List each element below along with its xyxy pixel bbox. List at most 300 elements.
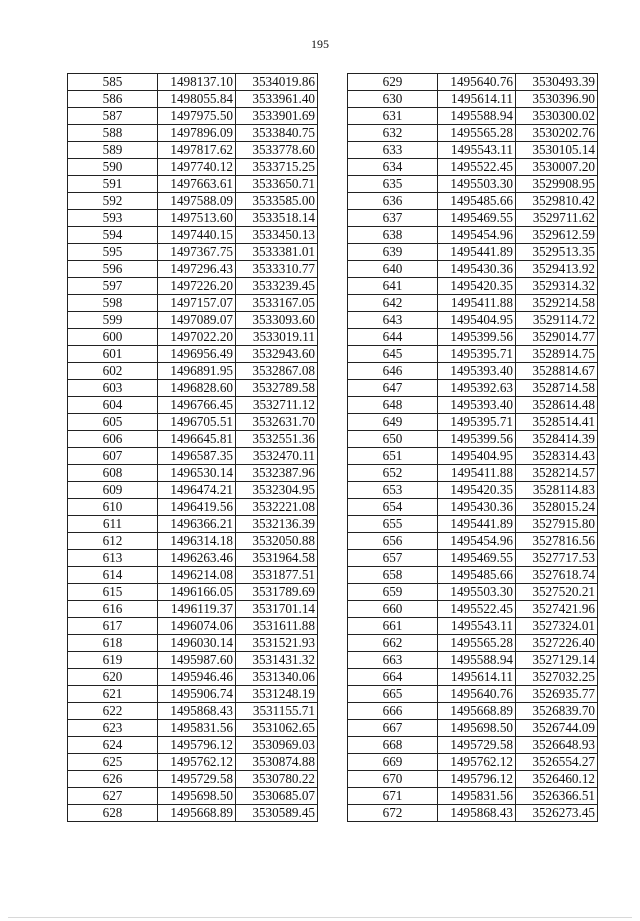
- y-coordinate-cell: 3526366.51: [516, 788, 598, 805]
- point-number-cell: 604: [68, 397, 158, 414]
- y-coordinate-cell: 3528114.83: [516, 482, 598, 499]
- y-coordinate-cell: 3531789.69: [236, 584, 318, 601]
- y-coordinate-cell: 3532711.12: [236, 397, 318, 414]
- y-coordinate-cell: 3530780.22: [236, 771, 318, 788]
- y-coordinate-cell: 3526839.70: [516, 703, 598, 720]
- point-number-cell: 616: [68, 601, 158, 618]
- point-number-cell: 588: [68, 125, 158, 142]
- table-row: [68, 788, 318, 805]
- x-coordinate-cell: 1496530.14: [158, 465, 236, 482]
- y-coordinate-cell: 3533715.25: [236, 159, 318, 176]
- y-coordinate-cell: 3528314.43: [516, 448, 598, 465]
- point-number-cell: 656: [348, 533, 438, 550]
- y-coordinate-cell: 3533961.40: [236, 91, 318, 108]
- point-number-cell: 607: [68, 448, 158, 465]
- x-coordinate-cell: 1495729.58: [438, 737, 516, 754]
- table-row: [348, 635, 598, 652]
- table-row: [68, 652, 318, 669]
- table-row: [68, 244, 318, 261]
- x-coordinate-cell: 1495588.94: [438, 108, 516, 125]
- y-coordinate-cell: 3533450.13: [236, 227, 318, 244]
- x-coordinate-cell: 1495420.35: [438, 482, 516, 499]
- point-number-cell: 624: [68, 737, 158, 754]
- x-coordinate-cell: 1497663.61: [158, 176, 236, 193]
- x-coordinate-cell: 1495420.35: [438, 278, 516, 295]
- point-number-cell: 650: [348, 431, 438, 448]
- y-coordinate-cell: 3533585.00: [236, 193, 318, 210]
- y-coordinate-cell: 3529114.72: [516, 312, 598, 329]
- table-row: [68, 74, 318, 91]
- x-coordinate-cell: 1495430.36: [438, 499, 516, 516]
- x-coordinate-cell: 1496645.81: [158, 431, 236, 448]
- x-coordinate-cell: 1495565.28: [438, 125, 516, 142]
- table-row: [348, 805, 598, 822]
- table-row: [348, 516, 598, 533]
- y-coordinate-cell: 3529908.95: [516, 176, 598, 193]
- table-row: [68, 567, 318, 584]
- y-coordinate-cell: 3534019.86: [236, 74, 318, 91]
- x-coordinate-cell: 1495441.89: [438, 516, 516, 533]
- table-row: [68, 448, 318, 465]
- point-number-cell: 644: [348, 329, 438, 346]
- y-coordinate-cell: 3530300.02: [516, 108, 598, 125]
- point-number-cell: 623: [68, 720, 158, 737]
- point-number-cell: 599: [68, 312, 158, 329]
- table-row: [348, 788, 598, 805]
- table-row: [348, 737, 598, 754]
- y-coordinate-cell: 3529014.77: [516, 329, 598, 346]
- x-coordinate-cell: 1496956.49: [158, 346, 236, 363]
- y-coordinate-cell: 3527032.25: [516, 669, 598, 686]
- y-coordinate-cell: 3526744.09: [516, 720, 598, 737]
- point-number-cell: 661: [348, 618, 438, 635]
- table-row: [68, 499, 318, 516]
- y-coordinate-cell: 3530007.20: [516, 159, 598, 176]
- x-coordinate-cell: 1496263.46: [158, 550, 236, 567]
- y-coordinate-cell: 3531701.14: [236, 601, 318, 618]
- table-row: [68, 686, 318, 703]
- x-coordinate-cell: 1495762.12: [438, 754, 516, 771]
- table-row: [348, 448, 598, 465]
- x-coordinate-cell: 1496214.08: [158, 567, 236, 584]
- table-row: [348, 278, 598, 295]
- y-coordinate-cell: 3527816.56: [516, 533, 598, 550]
- table-row: [68, 108, 318, 125]
- y-coordinate-cell: 3528814.67: [516, 363, 598, 380]
- point-number-cell: 593: [68, 210, 158, 227]
- y-coordinate-cell: 3531431.32: [236, 652, 318, 669]
- x-coordinate-cell: 1497975.50: [158, 108, 236, 125]
- x-coordinate-cell: 1496828.60: [158, 380, 236, 397]
- table-row: [348, 346, 598, 363]
- point-number-cell: 628: [68, 805, 158, 822]
- table-row: [68, 295, 318, 312]
- y-coordinate-cell: 3530396.90: [516, 91, 598, 108]
- x-coordinate-cell: 1497296.43: [158, 261, 236, 278]
- point-number-cell: 613: [68, 550, 158, 567]
- point-number-cell: 665: [348, 686, 438, 703]
- point-number-cell: 605: [68, 414, 158, 431]
- y-coordinate-cell: 3533518.14: [236, 210, 318, 227]
- table-row: [348, 295, 598, 312]
- x-coordinate-cell: 1495522.45: [438, 159, 516, 176]
- table-row: [68, 125, 318, 142]
- y-coordinate-cell: 3527226.40: [516, 635, 598, 652]
- table-row: [348, 601, 598, 618]
- x-coordinate-cell: 1496474.21: [158, 482, 236, 499]
- point-number-cell: 586: [68, 91, 158, 108]
- point-number-cell: 618: [68, 635, 158, 652]
- table-row: [68, 312, 318, 329]
- table-row: [348, 210, 598, 227]
- y-coordinate-cell: 3532304.95: [236, 482, 318, 499]
- table-row: [68, 805, 318, 822]
- y-coordinate-cell: 3532470.11: [236, 448, 318, 465]
- table-row: [68, 465, 318, 482]
- point-number-cell: 615: [68, 584, 158, 601]
- point-number-cell: 647: [348, 380, 438, 397]
- x-coordinate-cell: 1495614.11: [438, 669, 516, 686]
- point-number-cell: 596: [68, 261, 158, 278]
- x-coordinate-cell: 1495404.95: [438, 312, 516, 329]
- table-row: [348, 567, 598, 584]
- x-coordinate-cell: 1495430.36: [438, 261, 516, 278]
- point-number-cell: 638: [348, 227, 438, 244]
- y-coordinate-cell: 3531521.93: [236, 635, 318, 652]
- table-row: [348, 329, 598, 346]
- x-coordinate-cell: 1496891.95: [158, 363, 236, 380]
- x-coordinate-cell: 1495796.12: [438, 771, 516, 788]
- x-coordinate-cell: 1497022.20: [158, 329, 236, 346]
- y-coordinate-cell: 3530493.39: [516, 74, 598, 91]
- point-number-cell: 585: [68, 74, 158, 91]
- y-coordinate-cell: 3527421.96: [516, 601, 598, 618]
- x-coordinate-cell: 1495404.95: [438, 448, 516, 465]
- x-coordinate-cell: 1495503.30: [438, 176, 516, 193]
- x-coordinate-cell: 1495454.96: [438, 533, 516, 550]
- point-number-cell: 653: [348, 482, 438, 499]
- point-number-cell: 595: [68, 244, 158, 261]
- x-coordinate-cell: 1497089.07: [158, 312, 236, 329]
- y-coordinate-cell: 3526273.45: [516, 805, 598, 822]
- point-number-cell: 663: [348, 652, 438, 669]
- y-coordinate-cell: 3530874.88: [236, 754, 318, 771]
- table-row: [68, 261, 318, 278]
- table-row: [68, 346, 318, 363]
- table-row: [348, 176, 598, 193]
- x-coordinate-cell: 1495411.88: [438, 295, 516, 312]
- x-coordinate-cell: 1495565.28: [438, 635, 516, 652]
- point-number-cell: 672: [348, 805, 438, 822]
- x-coordinate-cell: 1495393.40: [438, 397, 516, 414]
- table-row: [348, 159, 598, 176]
- y-coordinate-cell: 3527717.53: [516, 550, 598, 567]
- y-coordinate-cell: 3527915.80: [516, 516, 598, 533]
- y-coordinate-cell: 3530589.45: [236, 805, 318, 822]
- x-coordinate-cell: 1495640.76: [438, 74, 516, 91]
- y-coordinate-cell: 3526460.12: [516, 771, 598, 788]
- x-coordinate-cell: 1495441.89: [438, 244, 516, 261]
- x-coordinate-cell: 1495762.12: [158, 754, 236, 771]
- table-row: [68, 363, 318, 380]
- table-row: [348, 193, 598, 210]
- y-coordinate-cell: 3531340.06: [236, 669, 318, 686]
- point-number-cell: 610: [68, 499, 158, 516]
- x-coordinate-cell: 1495393.40: [438, 363, 516, 380]
- point-number-cell: 658: [348, 567, 438, 584]
- point-number-cell: 622: [68, 703, 158, 720]
- coordinates-table-left-body: [68, 74, 318, 822]
- y-coordinate-cell: 3531062.65: [236, 720, 318, 737]
- y-coordinate-cell: 3530685.07: [236, 788, 318, 805]
- table-row: [348, 618, 598, 635]
- point-number-cell: 589: [68, 142, 158, 159]
- x-coordinate-cell: 1495640.76: [438, 686, 516, 703]
- x-coordinate-cell: 1495485.66: [438, 567, 516, 584]
- page-number: 195: [311, 37, 329, 51]
- x-coordinate-cell: 1495614.11: [438, 91, 516, 108]
- x-coordinate-cell: 1495543.11: [438, 618, 516, 635]
- y-coordinate-cell: 3533778.60: [236, 142, 318, 159]
- y-coordinate-cell: 3533901.69: [236, 108, 318, 125]
- table-row: [348, 74, 598, 91]
- x-coordinate-cell: 1495796.12: [158, 737, 236, 754]
- y-coordinate-cell: 3527618.74: [516, 567, 598, 584]
- y-coordinate-cell: 3526554.27: [516, 754, 598, 771]
- x-coordinate-cell: 1496705.51: [158, 414, 236, 431]
- point-number-cell: 660: [348, 601, 438, 618]
- y-coordinate-cell: 3527324.01: [516, 618, 598, 635]
- table-row: [348, 686, 598, 703]
- x-coordinate-cell: 1495454.96: [438, 227, 516, 244]
- x-coordinate-cell: 1496587.35: [158, 448, 236, 465]
- y-coordinate-cell: 3530969.03: [236, 737, 318, 754]
- x-coordinate-cell: 1495698.50: [438, 720, 516, 737]
- y-coordinate-cell: 3532387.96: [236, 465, 318, 482]
- table-row: [348, 720, 598, 737]
- x-coordinate-cell: 1495588.94: [438, 652, 516, 669]
- point-number-cell: 598: [68, 295, 158, 312]
- x-coordinate-cell: 1495906.74: [158, 686, 236, 703]
- y-coordinate-cell: 3532789.58: [236, 380, 318, 397]
- y-coordinate-cell: 3532943.60: [236, 346, 318, 363]
- table-row: [348, 465, 598, 482]
- table-row: [68, 414, 318, 431]
- x-coordinate-cell: 1495399.56: [438, 431, 516, 448]
- table-row: [68, 482, 318, 499]
- x-coordinate-cell: 1495987.60: [158, 652, 236, 669]
- table-row: [68, 737, 318, 754]
- x-coordinate-cell: 1496419.56: [158, 499, 236, 516]
- table-row: [68, 91, 318, 108]
- table-row: [68, 227, 318, 244]
- table-row: [348, 108, 598, 125]
- x-coordinate-cell: 1496166.05: [158, 584, 236, 601]
- x-coordinate-cell: 1495469.55: [438, 550, 516, 567]
- y-coordinate-cell: 3533239.45: [236, 278, 318, 295]
- point-number-cell: 597: [68, 278, 158, 295]
- x-coordinate-cell: 1495831.56: [158, 720, 236, 737]
- x-coordinate-cell: 1495668.89: [158, 805, 236, 822]
- point-number-cell: 648: [348, 397, 438, 414]
- point-number-cell: 619: [68, 652, 158, 669]
- point-number-cell: 630: [348, 91, 438, 108]
- point-number-cell: 664: [348, 669, 438, 686]
- y-coordinate-cell: 3533019.11: [236, 329, 318, 346]
- table-row: [68, 142, 318, 159]
- x-coordinate-cell: 1495522.45: [438, 601, 516, 618]
- x-coordinate-cell: 1495831.56: [438, 788, 516, 805]
- x-coordinate-cell: 1496766.45: [158, 397, 236, 414]
- table-row: [68, 193, 318, 210]
- point-number-cell: 662: [348, 635, 438, 652]
- point-number-cell: 592: [68, 193, 158, 210]
- table-row: [348, 244, 598, 261]
- y-coordinate-cell: 3528714.58: [516, 380, 598, 397]
- point-number-cell: 611: [68, 516, 158, 533]
- x-coordinate-cell: 1497440.15: [158, 227, 236, 244]
- point-number-cell: 594: [68, 227, 158, 244]
- point-number-cell: 614: [68, 567, 158, 584]
- y-coordinate-cell: 3532551.36: [236, 431, 318, 448]
- x-coordinate-cell: 1495729.58: [158, 771, 236, 788]
- point-number-cell: 646: [348, 363, 438, 380]
- table-row: [348, 703, 598, 720]
- point-number-cell: 642: [348, 295, 438, 312]
- y-coordinate-cell: 3532867.08: [236, 363, 318, 380]
- point-number-cell: 620: [68, 669, 158, 686]
- point-number-cell: 652: [348, 465, 438, 482]
- y-coordinate-cell: 3529214.58: [516, 295, 598, 312]
- x-coordinate-cell: 1497157.07: [158, 295, 236, 312]
- table-row: [68, 754, 318, 771]
- table-row: [348, 550, 598, 567]
- table-row: [68, 771, 318, 788]
- point-number-cell: 655: [348, 516, 438, 533]
- point-number-cell: 600: [68, 329, 158, 346]
- point-number-cell: 641: [348, 278, 438, 295]
- point-number-cell: 621: [68, 686, 158, 703]
- table-row: [68, 380, 318, 397]
- point-number-cell: 666: [348, 703, 438, 720]
- x-coordinate-cell: 1495399.56: [438, 329, 516, 346]
- point-number-cell: 587: [68, 108, 158, 125]
- x-coordinate-cell: 1495469.55: [438, 210, 516, 227]
- table-row: [348, 363, 598, 380]
- point-number-cell: 631: [348, 108, 438, 125]
- y-coordinate-cell: 3529314.32: [516, 278, 598, 295]
- y-coordinate-cell: 3530202.76: [516, 125, 598, 142]
- table-row: [348, 397, 598, 414]
- coordinates-table-right-body: [348, 74, 598, 822]
- point-number-cell: 649: [348, 414, 438, 431]
- x-coordinate-cell: 1495392.63: [438, 380, 516, 397]
- y-coordinate-cell: 3532221.08: [236, 499, 318, 516]
- y-coordinate-cell: 3533840.75: [236, 125, 318, 142]
- y-coordinate-cell: 3528015.24: [516, 499, 598, 516]
- table-row: [348, 125, 598, 142]
- x-coordinate-cell: 1495668.89: [438, 703, 516, 720]
- table-row: [68, 329, 318, 346]
- point-number-cell: 612: [68, 533, 158, 550]
- point-number-cell: 645: [348, 346, 438, 363]
- table-row: [68, 584, 318, 601]
- point-number-cell: 637: [348, 210, 438, 227]
- point-number-cell: 609: [68, 482, 158, 499]
- y-coordinate-cell: 3530105.14: [516, 142, 598, 159]
- point-number-cell: 590: [68, 159, 158, 176]
- y-coordinate-cell: 3532050.88: [236, 533, 318, 550]
- y-coordinate-cell: 3527129.14: [516, 652, 598, 669]
- point-number-cell: 602: [68, 363, 158, 380]
- x-coordinate-cell: 1495411.88: [438, 465, 516, 482]
- table-row: [348, 227, 598, 244]
- point-number-cell: 659: [348, 584, 438, 601]
- point-number-cell: 606: [68, 431, 158, 448]
- table-row: [348, 482, 598, 499]
- y-coordinate-cell: 3533167.05: [236, 295, 318, 312]
- x-coordinate-cell: 1495395.71: [438, 346, 516, 363]
- table-row: [348, 414, 598, 431]
- y-coordinate-cell: 3528214.57: [516, 465, 598, 482]
- x-coordinate-cell: 1496119.37: [158, 601, 236, 618]
- table-row: [348, 431, 598, 448]
- y-coordinate-cell: 3528914.75: [516, 346, 598, 363]
- point-number-cell: 633: [348, 142, 438, 159]
- point-number-cell: 657: [348, 550, 438, 567]
- point-number-cell: 670: [348, 771, 438, 788]
- point-number-cell: 601: [68, 346, 158, 363]
- x-coordinate-cell: 1498055.84: [158, 91, 236, 108]
- table-row: [68, 397, 318, 414]
- table-row: [68, 176, 318, 193]
- x-coordinate-cell: 1495395.71: [438, 414, 516, 431]
- table-row: [68, 431, 318, 448]
- point-number-cell: 626: [68, 771, 158, 788]
- table-row: [68, 669, 318, 686]
- table-row: [348, 652, 598, 669]
- table-row: [68, 533, 318, 550]
- point-number-cell: 668: [348, 737, 438, 754]
- table-row: [348, 669, 598, 686]
- x-coordinate-cell: 1495868.43: [158, 703, 236, 720]
- point-number-cell: 669: [348, 754, 438, 771]
- y-coordinate-cell: 3529413.92: [516, 261, 598, 278]
- y-coordinate-cell: 3531611.88: [236, 618, 318, 635]
- point-number-cell: 627: [68, 788, 158, 805]
- table-row: [348, 533, 598, 550]
- table-row: [68, 601, 318, 618]
- point-number-cell: 634: [348, 159, 438, 176]
- scan-edge-line: [8, 917, 632, 918]
- y-coordinate-cell: 3533310.77: [236, 261, 318, 278]
- x-coordinate-cell: 1496366.21: [158, 516, 236, 533]
- point-number-cell: 643: [348, 312, 438, 329]
- y-coordinate-cell: 3529810.42: [516, 193, 598, 210]
- x-coordinate-cell: 1497740.12: [158, 159, 236, 176]
- table-row: [348, 499, 598, 516]
- y-coordinate-cell: 3526648.93: [516, 737, 598, 754]
- table-row: [68, 210, 318, 227]
- table-row: [68, 703, 318, 720]
- x-coordinate-cell: 1495485.66: [438, 193, 516, 210]
- y-coordinate-cell: 3533381.01: [236, 244, 318, 261]
- table-row: [68, 516, 318, 533]
- point-number-cell: 671: [348, 788, 438, 805]
- point-number-cell: 654: [348, 499, 438, 516]
- coordinates-table-right: [347, 73, 598, 822]
- table-row: [348, 312, 598, 329]
